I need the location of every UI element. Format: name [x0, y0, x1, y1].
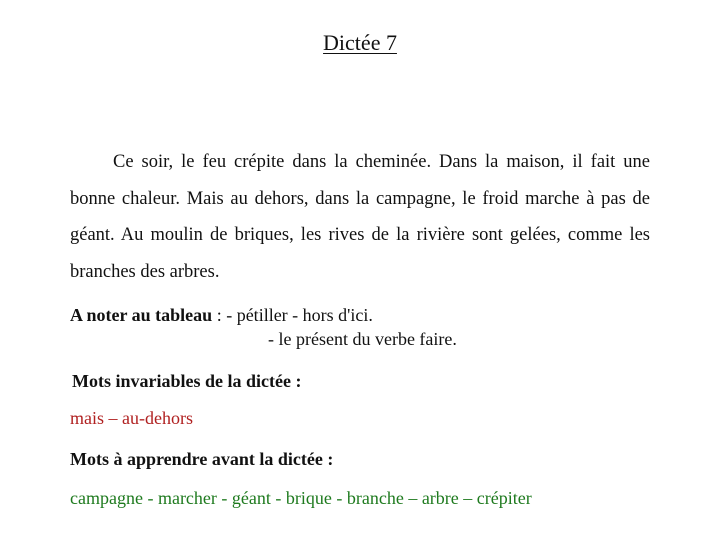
board-notes-item-2: - le présent du verbe faire. [268, 329, 457, 349]
words-to-learn-heading: Mots à apprendre avant la dictée : [70, 449, 334, 469]
board-notes-label: A noter au tableau [70, 305, 213, 325]
board-notes-line-2 [268, 326, 457, 352]
board-notes-separator: : [212, 305, 227, 325]
invariable-words-list: mais – au-dehors [70, 408, 193, 428]
page-title [0, 28, 720, 58]
title-text: Dictée 7 [323, 30, 397, 55]
dictation-paragraph: Ce soir, le feu crépite dans la cheminée. Dans la maison, il fait une bonne chaleur. Mais au dehors, dans la campagne, le froid marche à pas de géant. Au moulin de briques, les rives de la rivière sont gelées, comme les branches des arbres. [70, 152, 650, 282]
words-to-learn-list: campagne - marcher - géant - brique - branche – arbre – crépiter [70, 488, 532, 508]
board-notes-line-1 [70, 302, 373, 328]
board-notes-item-1: - pétiller - hors d'ici. [226, 305, 373, 325]
invariable-words-heading: Mots invariables de la dictée : [72, 371, 302, 391]
